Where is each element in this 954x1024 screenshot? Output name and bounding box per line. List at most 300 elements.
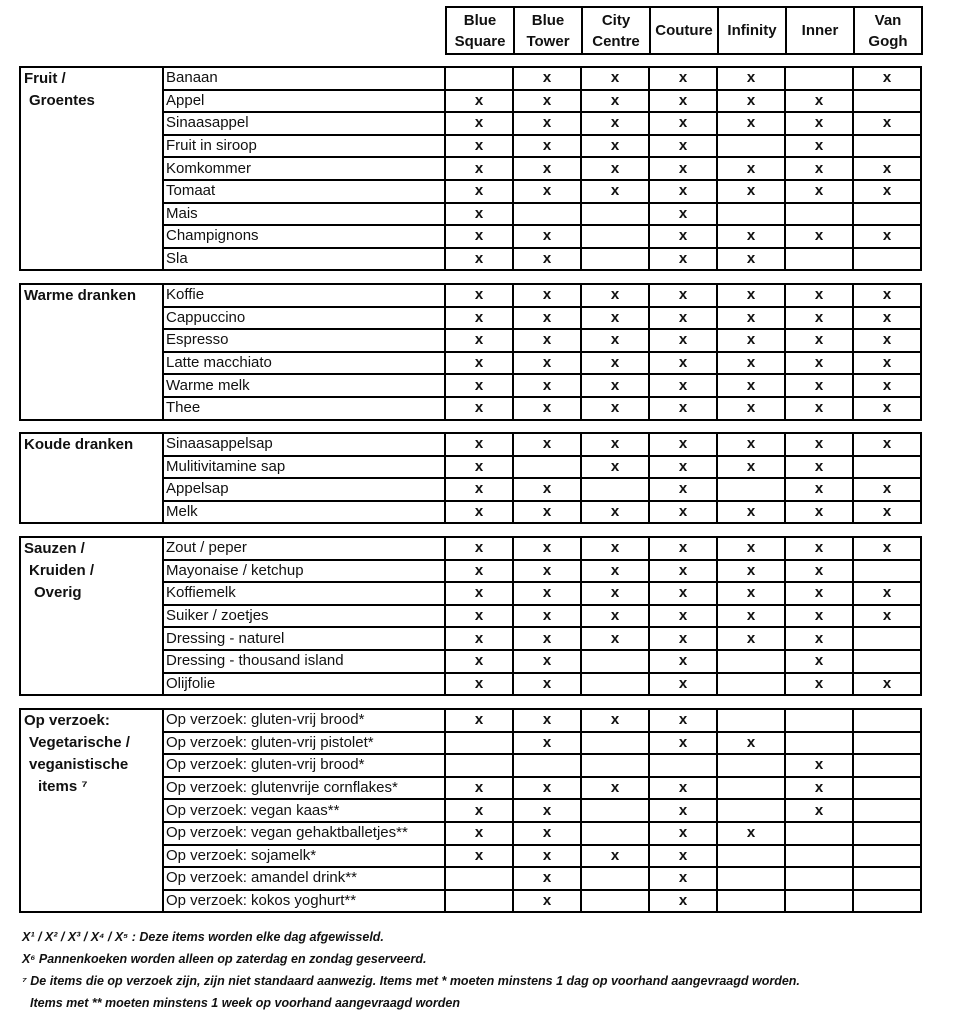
availability-cell-4 xyxy=(717,822,785,845)
availability-cell-6 xyxy=(853,225,921,248)
availability-cell-0 xyxy=(445,329,513,352)
availability-cell-1 xyxy=(513,67,581,90)
availability-cell-0 xyxy=(445,501,513,524)
footnote-rotation: X¹ / X² / X³ / X⁴ / X⁵ : Deze items worden elke dag afgewisseld. xyxy=(22,930,384,944)
availability-cell-1 xyxy=(513,397,581,420)
availability-cell-1 xyxy=(513,890,581,913)
availability-cell-2 xyxy=(581,478,649,501)
item-name: Appelsap xyxy=(163,478,445,501)
availability-cell-5 xyxy=(785,478,853,501)
available-mark: x xyxy=(882,503,892,521)
availability-cell-0 xyxy=(445,67,513,90)
available-mark: x xyxy=(746,561,756,579)
availability-cell-6 xyxy=(853,307,921,330)
available-mark: x xyxy=(814,399,824,417)
availability-cell-1 xyxy=(513,501,581,524)
item-name: Cappuccino xyxy=(163,307,445,330)
location-name-line: Van xyxy=(874,11,902,29)
availability-cell-3 xyxy=(649,157,717,180)
availability-cell-3 xyxy=(649,582,717,605)
available-mark: x xyxy=(814,331,824,349)
availability-cell-0 xyxy=(445,890,513,913)
availability-cell-5 xyxy=(785,537,853,560)
availability-cell-4 xyxy=(717,374,785,397)
available-mark: x xyxy=(542,539,552,557)
availability-cell-4 xyxy=(717,560,785,583)
availability-cell-2 xyxy=(581,845,649,868)
available-mark: x xyxy=(542,308,552,326)
available-mark: x xyxy=(678,652,688,670)
availability-cell-2 xyxy=(581,397,649,420)
availability-cell-6 xyxy=(853,845,921,868)
availability-cell-1 xyxy=(513,284,581,307)
item-name: Dressing - naturel xyxy=(163,627,445,650)
availability-cell-2 xyxy=(581,732,649,755)
available-mark: x xyxy=(814,286,824,304)
available-mark: x xyxy=(542,435,552,453)
availability-cell-5 xyxy=(785,67,853,90)
availability-cell-4 xyxy=(717,537,785,560)
availability-cell-5 xyxy=(785,329,853,352)
availability-cell-6 xyxy=(853,157,921,180)
available-mark: x xyxy=(542,399,552,417)
available-mark: x xyxy=(814,503,824,521)
availability-cell-4 xyxy=(717,307,785,330)
availability-cell-6 xyxy=(853,560,921,583)
availability-cell-5 xyxy=(785,225,853,248)
availability-cell-0 xyxy=(445,433,513,456)
item-name: Thee xyxy=(163,397,445,420)
availability-cell-4 xyxy=(717,397,785,420)
available-mark: x xyxy=(542,869,552,887)
available-mark: x xyxy=(678,457,688,475)
available-mark: x xyxy=(542,182,552,200)
available-mark: x xyxy=(542,331,552,349)
available-mark: x xyxy=(678,286,688,304)
availability-cell-1 xyxy=(513,605,581,628)
availability-cell-6 xyxy=(853,777,921,800)
item-name: Warme melk xyxy=(163,374,445,397)
availability-cell-6 xyxy=(853,248,921,271)
available-mark: x xyxy=(610,376,620,394)
availability-cell-0 xyxy=(445,673,513,696)
availability-cell-3 xyxy=(649,112,717,135)
available-mark: x xyxy=(610,399,620,417)
availability-cell-3 xyxy=(649,456,717,479)
available-mark: x xyxy=(678,354,688,372)
available-mark: x xyxy=(678,846,688,864)
availability-cell-0 xyxy=(445,112,513,135)
available-mark: x xyxy=(814,227,824,245)
availability-cell-5 xyxy=(785,284,853,307)
availability-cell-4 xyxy=(717,157,785,180)
availability-cell-3 xyxy=(649,90,717,113)
available-mark: x xyxy=(610,561,620,579)
available-mark: x xyxy=(814,629,824,647)
availability-cell-1 xyxy=(513,329,581,352)
availability-cell-1 xyxy=(513,180,581,203)
availability-cell-3 xyxy=(649,203,717,226)
item-name: Komkommer xyxy=(163,157,445,180)
location-name-line: Blue xyxy=(463,11,497,29)
item-name: Fruit in siroop xyxy=(163,135,445,158)
footnote-pancakes: X⁶ Pannenkoeken worden alleen op zaterdag en zondag geserveerd. xyxy=(22,952,427,966)
available-mark: x xyxy=(542,846,552,864)
available-mark: x xyxy=(678,801,688,819)
available-mark: x xyxy=(542,584,552,602)
availability-cell-3 xyxy=(649,627,717,650)
available-mark: x xyxy=(542,250,552,268)
available-mark: x xyxy=(542,159,552,177)
category-cell xyxy=(20,67,163,270)
availability-cell-3 xyxy=(649,537,717,560)
availability-cell-5 xyxy=(785,605,853,628)
availability-cell-6 xyxy=(853,478,921,501)
availability-cell-5 xyxy=(785,180,853,203)
availability-cell-3 xyxy=(649,732,717,755)
availability-cell-0 xyxy=(445,157,513,180)
available-mark: x xyxy=(474,652,484,670)
available-mark: x xyxy=(746,182,756,200)
availability-cell-2 xyxy=(581,709,649,732)
availability-cell-5 xyxy=(785,822,853,845)
available-mark: x xyxy=(678,892,688,910)
available-mark: x xyxy=(542,69,552,87)
availability-cell-6 xyxy=(853,890,921,913)
availability-cell-2 xyxy=(581,352,649,375)
availability-cell-0 xyxy=(445,135,513,158)
availability-cell-2 xyxy=(581,673,649,696)
available-mark: x xyxy=(542,801,552,819)
location-header-6 xyxy=(854,7,922,54)
availability-cell-1 xyxy=(513,157,581,180)
availability-cell-2 xyxy=(581,650,649,673)
availability-cell-0 xyxy=(445,605,513,628)
availability-cell-3 xyxy=(649,307,717,330)
item-name: Op verzoek: vegan gehaktballetjes** xyxy=(163,822,445,845)
availability-cell-5 xyxy=(785,456,853,479)
availability-cell-4 xyxy=(717,845,785,868)
location-name-line: Tower xyxy=(526,32,570,50)
available-mark: x xyxy=(814,354,824,372)
available-mark: x xyxy=(678,331,688,349)
available-mark: x xyxy=(678,250,688,268)
available-mark: x xyxy=(542,652,552,670)
availability-cell-0 xyxy=(445,352,513,375)
availability-cell-3 xyxy=(649,374,717,397)
available-mark: x xyxy=(610,308,620,326)
availability-cell-1 xyxy=(513,112,581,135)
availability-cell-2 xyxy=(581,456,649,479)
availability-cell-0 xyxy=(445,203,513,226)
availability-cell-6 xyxy=(853,754,921,777)
availability-cell-2 xyxy=(581,501,649,524)
available-mark: x xyxy=(474,91,484,109)
location-name-line: Infinity xyxy=(727,22,777,39)
available-mark: x xyxy=(882,399,892,417)
item-name: Op verzoek: gluten-vrij brood* xyxy=(163,709,445,732)
item-name: Koffie xyxy=(163,284,445,307)
available-mark: x xyxy=(814,91,824,109)
available-mark: x xyxy=(746,457,756,475)
availability-cell-2 xyxy=(581,560,649,583)
availability-cell-6 xyxy=(853,709,921,732)
section-table-1 xyxy=(19,283,922,421)
available-mark: x xyxy=(814,539,824,557)
availability-cell-1 xyxy=(513,560,581,583)
available-mark: x xyxy=(542,376,552,394)
available-mark: x xyxy=(882,435,892,453)
availability-cell-4 xyxy=(717,627,785,650)
available-mark: x xyxy=(542,892,552,910)
available-mark: x xyxy=(678,308,688,326)
location-name-line: Centre xyxy=(592,32,640,50)
availability-cell-0 xyxy=(445,709,513,732)
availability-cell-3 xyxy=(649,433,717,456)
available-mark: x xyxy=(474,250,484,268)
available-mark: x xyxy=(542,674,552,692)
available-mark: x xyxy=(746,733,756,751)
location-name-line: Gogh xyxy=(868,32,908,50)
category-label-line: Fruit / xyxy=(24,70,66,87)
availability-cell-5 xyxy=(785,709,853,732)
section-table-0 xyxy=(19,66,922,271)
availability-cell-5 xyxy=(785,845,853,868)
available-mark: x xyxy=(542,561,552,579)
available-mark: x xyxy=(746,308,756,326)
available-mark: x xyxy=(678,159,688,177)
available-mark: x xyxy=(882,376,892,394)
item-name: Mayonaise / ketchup xyxy=(163,560,445,583)
availability-cell-0 xyxy=(445,397,513,420)
availability-cell-5 xyxy=(785,732,853,755)
availability-cell-6 xyxy=(853,112,921,135)
availability-cell-5 xyxy=(785,248,853,271)
availability-cell-2 xyxy=(581,605,649,628)
availability-cell-2 xyxy=(581,307,649,330)
available-mark: x xyxy=(814,756,824,774)
availability-cell-0 xyxy=(445,478,513,501)
availability-cell-3 xyxy=(649,284,717,307)
available-mark: x xyxy=(746,824,756,842)
availability-cell-1 xyxy=(513,225,581,248)
available-mark: x xyxy=(678,584,688,602)
availability-cell-0 xyxy=(445,225,513,248)
available-mark: x xyxy=(678,182,688,200)
availability-cell-4 xyxy=(717,203,785,226)
available-mark: x xyxy=(610,846,620,864)
available-mark: x xyxy=(610,286,620,304)
available-mark: x xyxy=(678,399,688,417)
availability-cell-5 xyxy=(785,157,853,180)
availability-cell-0 xyxy=(445,374,513,397)
availability-cell-4 xyxy=(717,754,785,777)
available-mark: x xyxy=(474,435,484,453)
location-header-table xyxy=(445,6,923,55)
available-mark: x xyxy=(542,91,552,109)
available-mark: x xyxy=(814,561,824,579)
availability-cell-6 xyxy=(853,822,921,845)
item-name: Mais xyxy=(163,203,445,226)
available-mark: x xyxy=(882,480,892,498)
availability-cell-0 xyxy=(445,90,513,113)
available-mark: x xyxy=(882,182,892,200)
availability-cell-6 xyxy=(853,90,921,113)
availability-cell-4 xyxy=(717,799,785,822)
availability-cell-3 xyxy=(649,867,717,890)
availability-cell-2 xyxy=(581,135,649,158)
category-label-line: Groentes xyxy=(29,92,95,109)
availability-cell-6 xyxy=(853,135,921,158)
availability-cell-6 xyxy=(853,627,921,650)
availability-cell-2 xyxy=(581,157,649,180)
available-mark: x xyxy=(678,91,688,109)
footnotes xyxy=(22,926,800,1014)
availability-cell-4 xyxy=(717,650,785,673)
availability-cell-3 xyxy=(649,709,717,732)
category-label-line: Overig xyxy=(34,584,82,601)
availability-cell-0 xyxy=(445,799,513,822)
available-mark: x xyxy=(474,204,484,222)
availability-cell-1 xyxy=(513,352,581,375)
item-name: Op verzoek: gluten-vrij brood* xyxy=(163,754,445,777)
availability-cell-6 xyxy=(853,284,921,307)
availability-cell-2 xyxy=(581,90,649,113)
available-mark: x xyxy=(542,503,552,521)
available-mark: x xyxy=(542,354,552,372)
availability-cell-4 xyxy=(717,582,785,605)
availability-cell-0 xyxy=(445,867,513,890)
availability-cell-1 xyxy=(513,799,581,822)
availability-cell-1 xyxy=(513,709,581,732)
availability-cell-0 xyxy=(445,754,513,777)
availability-cell-4 xyxy=(717,673,785,696)
available-mark: x xyxy=(610,457,620,475)
availability-cell-6 xyxy=(853,501,921,524)
availability-cell-4 xyxy=(717,284,785,307)
item-name: Sla xyxy=(163,248,445,271)
available-mark: x xyxy=(542,114,552,132)
availability-cell-5 xyxy=(785,754,853,777)
available-mark: x xyxy=(678,779,688,797)
available-mark: x xyxy=(474,824,484,842)
availability-cell-5 xyxy=(785,307,853,330)
availability-cell-5 xyxy=(785,650,853,673)
availability-cell-2 xyxy=(581,374,649,397)
availability-cell-3 xyxy=(649,777,717,800)
category-cell xyxy=(20,537,163,695)
available-mark: x xyxy=(474,480,484,498)
available-mark: x xyxy=(610,629,620,647)
availability-cell-6 xyxy=(853,374,921,397)
available-mark: x xyxy=(882,674,892,692)
category-label-line: Koude dranken xyxy=(24,436,134,453)
available-mark: x xyxy=(474,607,484,625)
item-name: Tomaat xyxy=(163,180,445,203)
location-name-line: Couture xyxy=(655,22,713,39)
location-header-2 xyxy=(582,7,650,54)
availability-cell-2 xyxy=(581,180,649,203)
availability-cell-4 xyxy=(717,90,785,113)
availability-cell-2 xyxy=(581,284,649,307)
available-mark: x xyxy=(814,308,824,326)
section-table-4 xyxy=(19,708,922,913)
available-mark: x xyxy=(746,354,756,372)
availability-cell-4 xyxy=(717,329,785,352)
item-name: Koffiemelk xyxy=(163,582,445,605)
availability-cell-3 xyxy=(649,501,717,524)
available-mark: x xyxy=(746,159,756,177)
available-mark: x xyxy=(610,779,620,797)
available-mark: x xyxy=(610,503,620,521)
available-mark: x xyxy=(678,114,688,132)
available-mark: x xyxy=(746,399,756,417)
availability-cell-1 xyxy=(513,203,581,226)
available-mark: x xyxy=(746,539,756,557)
availability-cell-4 xyxy=(717,135,785,158)
available-mark: x xyxy=(474,846,484,864)
availability-cell-2 xyxy=(581,777,649,800)
available-mark: x xyxy=(610,182,620,200)
available-mark: x xyxy=(678,561,688,579)
location-header-5 xyxy=(786,7,854,54)
table-row xyxy=(20,284,921,307)
availability-cell-3 xyxy=(649,248,717,271)
availability-cell-1 xyxy=(513,845,581,868)
available-mark: x xyxy=(610,114,620,132)
availability-cell-1 xyxy=(513,248,581,271)
location-header-row xyxy=(446,7,922,54)
availability-cell-5 xyxy=(785,374,853,397)
availability-cell-6 xyxy=(853,352,921,375)
available-mark: x xyxy=(474,584,484,602)
availability-cell-2 xyxy=(581,225,649,248)
availability-cell-1 xyxy=(513,673,581,696)
availability-cell-3 xyxy=(649,135,717,158)
availability-cell-6 xyxy=(853,537,921,560)
item-name: Latte macchiato xyxy=(163,352,445,375)
available-mark: x xyxy=(814,801,824,819)
item-name: Champignons xyxy=(163,225,445,248)
available-mark: x xyxy=(610,607,620,625)
availability-cell-0 xyxy=(445,845,513,868)
availability-cell-5 xyxy=(785,627,853,650)
availability-cell-4 xyxy=(717,248,785,271)
availability-cell-4 xyxy=(717,732,785,755)
available-mark: x xyxy=(814,182,824,200)
location-name-line: Inner xyxy=(801,22,839,39)
category-cell xyxy=(20,433,163,523)
availability-cell-3 xyxy=(649,890,717,913)
available-mark: x xyxy=(610,159,620,177)
available-mark: x xyxy=(610,331,620,349)
available-mark: x xyxy=(542,779,552,797)
item-name: Op verzoek: glutenvrije cornflakes* xyxy=(163,777,445,800)
available-mark: x xyxy=(474,331,484,349)
available-mark: x xyxy=(814,457,824,475)
available-mark: x xyxy=(746,114,756,132)
availability-cell-4 xyxy=(717,501,785,524)
item-name: Banaan xyxy=(163,67,445,90)
availability-cell-5 xyxy=(785,352,853,375)
availability-cell-1 xyxy=(513,307,581,330)
availability-cell-2 xyxy=(581,433,649,456)
available-mark: x xyxy=(814,779,824,797)
availability-cell-2 xyxy=(581,867,649,890)
category-label-line: veganistische xyxy=(29,756,129,773)
availability-cell-6 xyxy=(853,732,921,755)
availability-cell-5 xyxy=(785,501,853,524)
